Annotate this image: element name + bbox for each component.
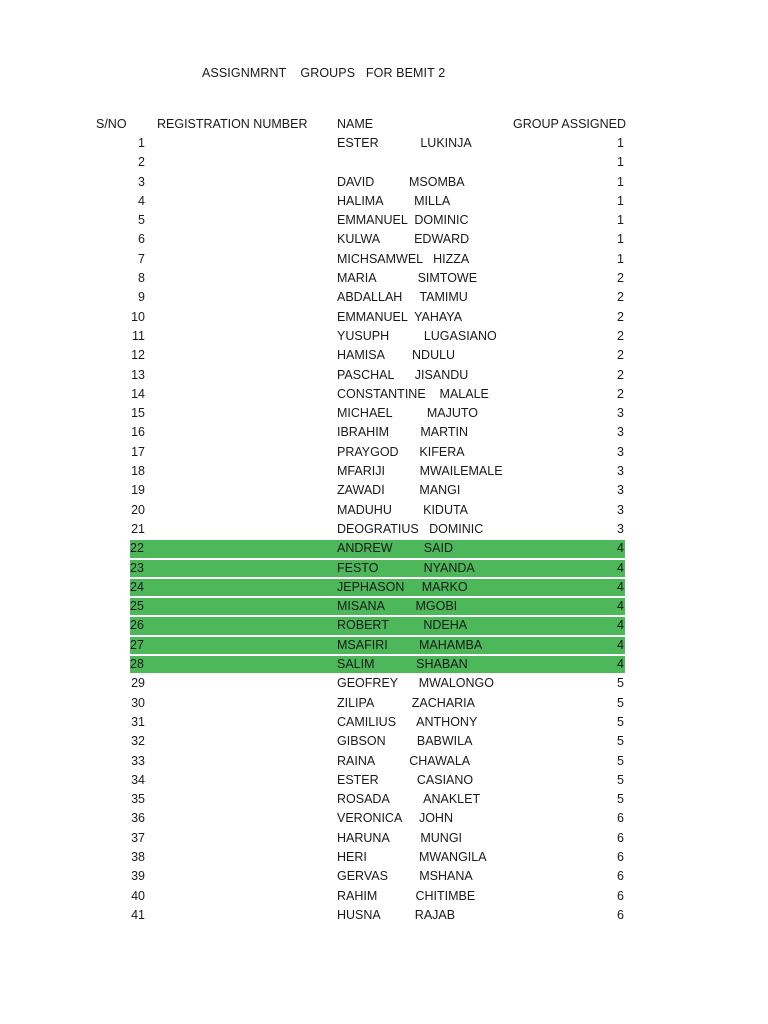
table-row [0, 308, 768, 327]
cell-group: 1 [617, 251, 624, 266]
cell-group: 6 [617, 907, 624, 922]
cell-sno: 14 [131, 386, 145, 401]
table-row [0, 848, 768, 867]
table-row [0, 250, 768, 269]
table-row [0, 694, 768, 713]
table-row [0, 752, 768, 771]
table-row [0, 153, 768, 172]
cell-group: 3 [617, 444, 624, 459]
cell-sno: 35 [131, 792, 145, 807]
cell-group: 2 [617, 386, 624, 401]
cell-group: 4 [617, 541, 624, 556]
table-row [0, 211, 768, 230]
table-row-highlighted [0, 655, 768, 674]
cell-group: 1 [617, 232, 624, 247]
cell-group: 5 [617, 676, 624, 691]
cell-sno: 6 [138, 232, 145, 247]
table-row-highlighted [0, 636, 768, 655]
cell-name: MADUHU KIDUTA [337, 502, 469, 517]
cell-sno: 28 [130, 657, 144, 672]
cell-group: 5 [617, 753, 624, 768]
table-row [0, 462, 768, 481]
table-row [0, 173, 768, 192]
cell-group: 6 [617, 869, 624, 884]
cell-name: MARIA SIMTOWE [337, 271, 478, 286]
cell-name: SALIM SHABAN [337, 657, 468, 672]
cell-group: 4 [617, 657, 624, 672]
cell-sno: 19 [131, 483, 145, 498]
cell-group: 5 [617, 695, 624, 710]
cell-group: 1 [617, 174, 624, 189]
cell-group: 2 [617, 328, 624, 343]
cell-name: PASCHAL JISANDU [337, 367, 469, 382]
cell-sno: 29 [131, 676, 145, 691]
cell-sno: 37 [131, 830, 145, 845]
cell-name: MSAFIRI MAHAMBA [337, 637, 483, 652]
cell-name: RAINA CHAWALA [337, 753, 471, 768]
cell-sno: 12 [131, 348, 145, 363]
table-row [0, 443, 768, 462]
table-row [0, 809, 768, 828]
cell-name: KULWA EDWARD [337, 232, 470, 247]
cell-sno: 11 [132, 328, 145, 343]
cell-name: EMMANUEL DOMINIC [337, 213, 469, 228]
cell-name: CONSTANTINE MALALE [337, 386, 489, 401]
cell-group: 2 [617, 367, 624, 382]
table-row [0, 829, 768, 848]
cell-name: VERONICA JOHN [337, 811, 453, 826]
cell-group: 1 [617, 193, 624, 208]
cell-group: 2 [617, 271, 624, 286]
cell-group: 4 [617, 618, 624, 633]
cell-group: 3 [617, 406, 624, 421]
table-row [0, 674, 768, 693]
table-row-highlighted [0, 539, 768, 558]
table-row [0, 385, 768, 404]
table-row [0, 732, 768, 751]
cell-name: YUSUPH LUGASIANO [337, 328, 497, 343]
table-row [0, 520, 768, 539]
cell-sno: 7 [138, 251, 145, 266]
cell-group: 5 [617, 792, 624, 807]
cell-name: GERVAS MSHANA [337, 869, 473, 884]
cell-sno: 1 [138, 136, 145, 150]
cell-sno: 5 [138, 213, 145, 228]
table-row [0, 423, 768, 442]
cell-group: 1 [617, 136, 624, 150]
cell-sno: 25 [130, 599, 144, 614]
cell-sno: 38 [131, 849, 145, 864]
cell-name: JEPHASON MARKO [337, 579, 468, 594]
cell-sno: 24 [130, 579, 144, 594]
header-sno: S/NO [96, 117, 127, 131]
cell-sno: 40 [131, 888, 145, 903]
cell-sno: 15 [131, 406, 145, 421]
cell-sno: 32 [131, 734, 145, 749]
table-row-highlighted [0, 597, 768, 616]
cell-sno: 20 [131, 502, 145, 517]
cell-name: EMMANUEL YAHAYA [337, 309, 463, 324]
table-row [0, 887, 768, 906]
table-row [0, 771, 768, 790]
cell-sno: 39 [131, 869, 145, 884]
cell-group: 6 [617, 830, 624, 845]
cell-name: HUSNA RAJAB [337, 907, 456, 922]
cell-group: 4 [617, 560, 624, 575]
cell-group: 5 [617, 714, 624, 729]
cell-name: IBRAHIM MARTIN [337, 425, 469, 440]
cell-name: ROBERT NDEHA [337, 618, 468, 633]
cell-name: MFARIJI MWAILEMALE [337, 464, 503, 479]
cell-name: ZILIPA ZACHARIA [337, 695, 475, 710]
cell-group: 1 [617, 155, 624, 170]
cell-name: DAVID MSOMBA [337, 174, 465, 189]
cell-name: ZAWADI MANGI [337, 483, 461, 498]
cell-group: 1 [617, 213, 624, 228]
table-row [0, 230, 768, 249]
table-row [0, 713, 768, 732]
cell-group: 4 [617, 637, 624, 652]
table-row [0, 192, 768, 211]
table-row [0, 790, 768, 809]
cell-group: 2 [617, 290, 624, 305]
cell-name: GEOFREY MWALONGO [337, 676, 494, 691]
cell-sno: 33 [131, 753, 145, 768]
cell-name: ESTER CASIANO [337, 772, 474, 787]
cell-sno: 8 [138, 271, 145, 286]
cell-group: 3 [617, 483, 624, 498]
cell-sno: 10 [131, 309, 145, 324]
table-row-highlighted [0, 616, 768, 635]
cell-sno: 22 [130, 541, 144, 556]
cell-group: 5 [617, 734, 624, 749]
cell-group: 3 [617, 521, 624, 536]
document-title: ASSIGNMRNT GROUPS FOR BEMIT 2 [202, 66, 446, 80]
table-row [0, 481, 768, 500]
header-name: NAME [337, 117, 374, 131]
cell-name: HAMISA NDULU [337, 348, 456, 363]
cell-sno: 2 [138, 155, 145, 170]
cell-name: PRAYGOD KIFERA [337, 444, 465, 459]
table-row [0, 906, 768, 925]
cell-name: ESTER LUKINJA [337, 136, 472, 150]
cell-sno: 13 [131, 367, 145, 382]
cell-name: ANDREW SAID [337, 541, 453, 556]
table-row [0, 288, 768, 307]
cell-name: GIBSON BABWILA [337, 734, 473, 749]
cell-sno: 26 [130, 618, 144, 633]
cell-sno: 16 [131, 425, 145, 440]
cell-sno: 31 [131, 714, 145, 729]
cell-sno: 3 [138, 174, 145, 189]
cell-sno: 30 [131, 695, 145, 710]
cell-name: FESTO NYANDA [337, 560, 475, 575]
cell-name: CAMILIUS ANTHONY [337, 714, 478, 729]
cell-sno: 4 [138, 193, 145, 208]
cell-name: MICHSAMWEL HIZZA [337, 251, 470, 266]
cell-name: DEOGRATIUS DOMINIC [337, 521, 484, 536]
table-row [0, 134, 768, 153]
table-row [0, 867, 768, 886]
table-row [0, 327, 768, 346]
cell-name: RAHIM CHITIMBE [337, 888, 476, 903]
cell-name: HALIMA MILLA [337, 193, 451, 208]
cell-sno: 9 [138, 290, 145, 305]
cell-group: 2 [617, 309, 624, 324]
cell-group: 2 [617, 348, 624, 363]
cell-group: 6 [617, 888, 624, 903]
cell-sno: 34 [131, 772, 145, 787]
cell-group: 3 [617, 425, 624, 440]
table-row [0, 366, 768, 385]
cell-group: 3 [617, 502, 624, 517]
cell-sno: 23 [130, 560, 144, 575]
table-row-highlighted [0, 578, 768, 597]
table-row [0, 269, 768, 288]
cell-group: 5 [617, 772, 624, 787]
cell-sno: 21 [131, 521, 145, 536]
assignment-table [0, 134, 768, 925]
cell-sno: 27 [130, 637, 144, 652]
table-row [0, 501, 768, 520]
cell-sno: 36 [131, 811, 145, 826]
table-row [0, 346, 768, 365]
header-registration-number: REGISTRATION NUMBER [157, 117, 308, 131]
cell-sno: 18 [131, 464, 145, 479]
cell-name: MISANA MGOBI [337, 599, 458, 614]
cell-group: 6 [617, 849, 624, 864]
cell-name: ROSADA ANAKLET [337, 792, 481, 807]
table-row-highlighted [0, 559, 768, 578]
cell-sno: 17 [131, 444, 145, 459]
cell-group: 4 [617, 599, 624, 614]
cell-name: ABDALLAH TAMIMU [337, 290, 468, 305]
cell-group: 6 [617, 811, 624, 826]
cell-name: HERI MWANGILA [337, 849, 487, 864]
table-row [0, 404, 768, 423]
cell-name: MICHAEL MAJUTO [337, 406, 478, 421]
header-group-assigned: GROUP ASSIGNED [513, 117, 626, 131]
cell-sno: 41 [131, 907, 145, 922]
cell-group: 3 [617, 464, 624, 479]
cell-group: 4 [617, 579, 624, 594]
cell-name: HARUNA MUNGI [337, 830, 463, 845]
